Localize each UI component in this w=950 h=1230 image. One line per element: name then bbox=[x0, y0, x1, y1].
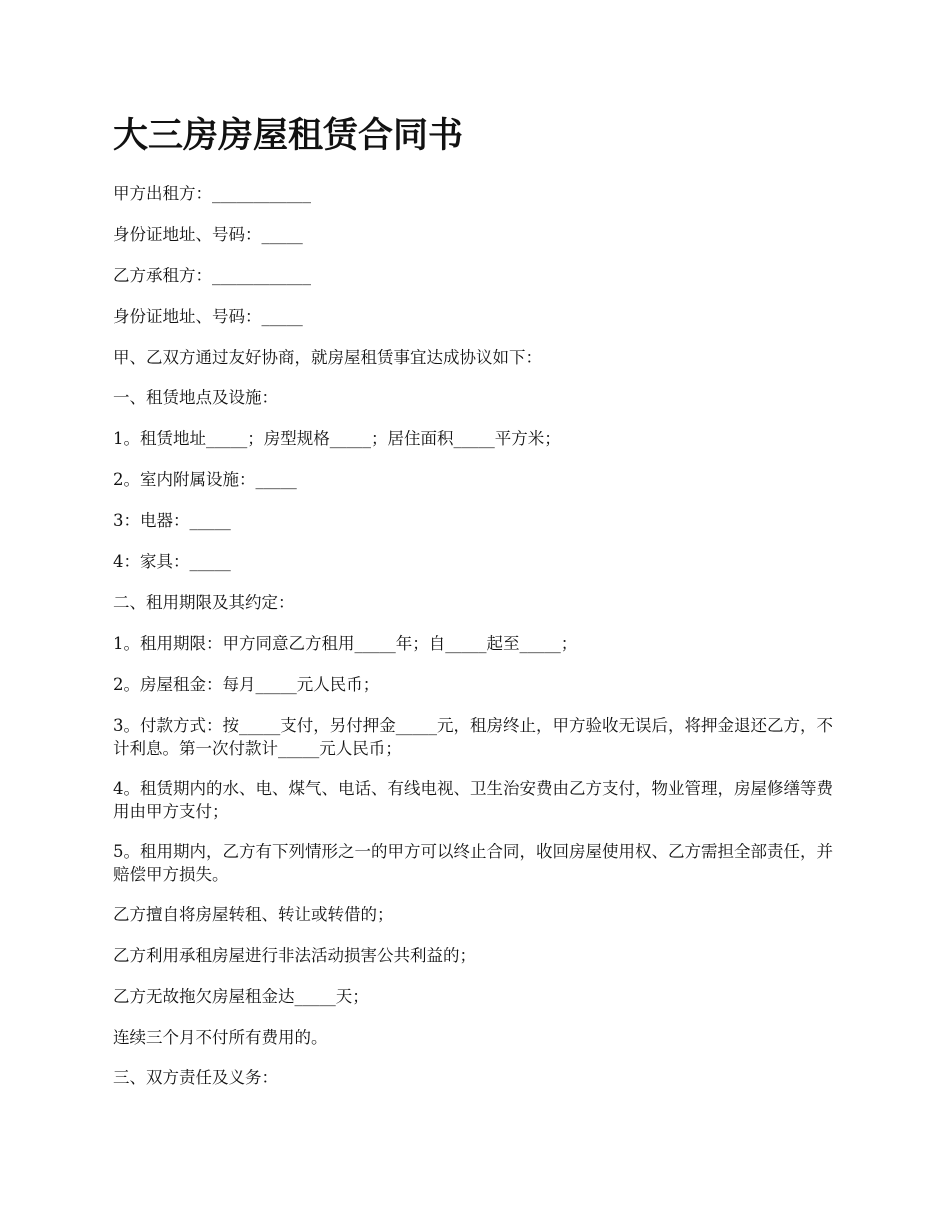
termination-item-1: 乙方擅自将房屋转租、转让或转借的； bbox=[113, 905, 394, 924]
agreement-intro: 甲、乙双方通过友好协商，就房屋租赁事宜达成协议如下： bbox=[113, 348, 542, 367]
clause-2-5: 5。租用期内，乙方有下列情形之一的甲方可以终止合同，收回房屋使用权、乙方需担全部责任，并赔偿甲方损失。 bbox=[113, 842, 833, 884]
termination-item-3: 乙方无故拖欠房屋租金达_____天； bbox=[113, 987, 369, 1006]
section-1-heading: 一、租赁地点及设施： bbox=[113, 388, 278, 407]
section-3-heading: 三、双方责任及义务： bbox=[113, 1068, 278, 1087]
clause-2-1: 1。租用期限：甲方同意乙方租用_____年；自_____起至_____； bbox=[113, 634, 578, 653]
clause-2-2: 2。房屋租金：每月_____元人民币； bbox=[113, 675, 380, 694]
lessor-line: 甲方出租方：____________ bbox=[113, 184, 311, 203]
clause-1-3: 3：电器：_____ bbox=[113, 511, 231, 530]
clause-1-1: 1。租赁地址_____；房型规格_____；居住面积_____平方米； bbox=[113, 429, 561, 448]
document-title: 大三房房屋租赁合同书 bbox=[113, 115, 464, 156]
termination-item-2: 乙方利用承租房屋进行非法活动损害公共利益的； bbox=[113, 946, 476, 965]
clause-2-4: 4。租赁期内的水、电、煤气、电话、有线电视、卫生治安费由乙方支付，物业管理，房屋修缮等费用由甲方支付； bbox=[113, 779, 833, 821]
lessee-line: 乙方承租方：____________ bbox=[113, 266, 311, 285]
clause-1-4: 4：家具：_____ bbox=[113, 552, 231, 571]
clause-2-3: 3。付款方式：按_____支付，另付押金_____元，租房终止，甲方验收无误后，将押金退还乙方，不计利息。第一次付款计_____元人民币； bbox=[113, 716, 833, 758]
lessor-id-line: 身份证地址、号码：_____ bbox=[113, 225, 303, 244]
termination-item-4: 连续三个月不付所有费用的。 bbox=[113, 1028, 328, 1047]
section-2-heading: 二、租用期限及其约定： bbox=[113, 593, 295, 612]
clause-1-2: 2。室内附属设施：_____ bbox=[113, 470, 297, 489]
lessee-id-line: 身份证地址、号码：_____ bbox=[113, 307, 303, 326]
